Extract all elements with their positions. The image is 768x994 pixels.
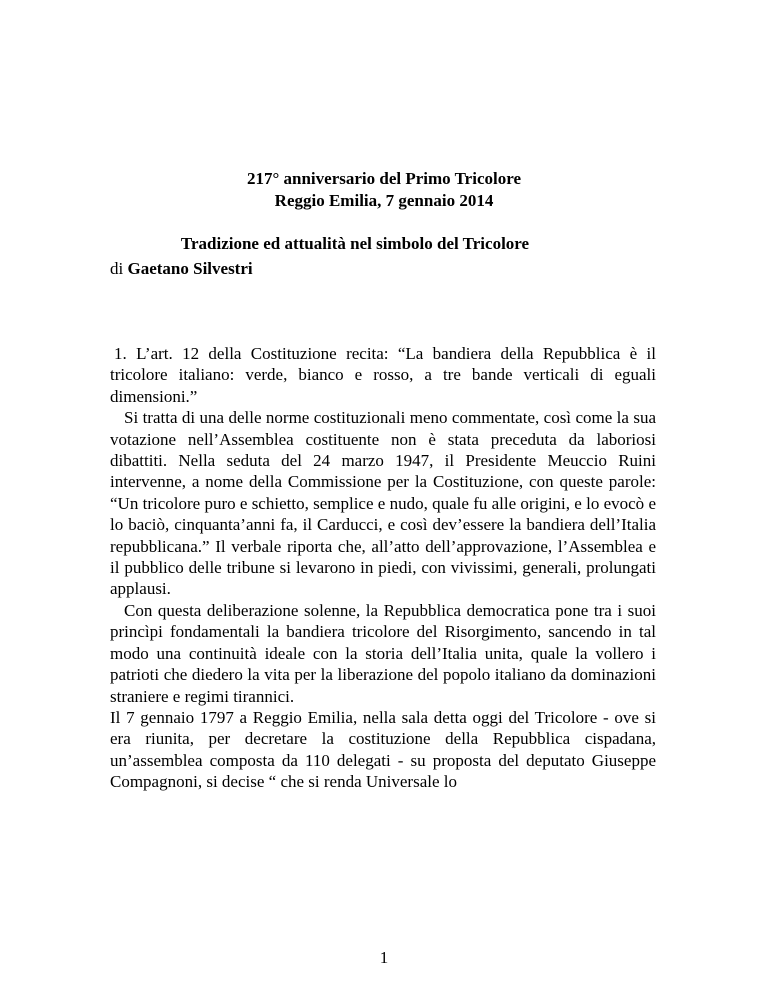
author-prefix: di xyxy=(110,259,124,278)
author-line xyxy=(110,258,253,280)
paragraph: Con questa deliberazione solenne, la Repubblica democratica pone tra i suoi princìpi fondamentali la bandiera tricolore del Risorgimento, sancendo in tal modo una continuità ideale con la storia dell’Italia unita, quale la vollero i patrioti che diedero la vita per la liberazione del popolo italiano da dominazioni straniere e regimi tirannici. xyxy=(110,600,656,706)
paragraph: Si tratta di una delle norme costituzionali meno commentate, così come la sua votazione nell’Assemblea costituente non è stata preceduta da laboriosi dibattiti. Nella seduta del 24 marzo 1947, il Presidente Meuccio Ruini intervenne, a nome della Commissione per la Costituzione, con queste parole: “Un tricolore puro e schietto, semplice e nudo, quale fu alle origini, e lo evocò e lo baciò, cinquanta’anni fa, il Carducci, e così dev’essere la bandiera dell’Italia repubblicana.” Il verbale riporta che, all’atto dell’approvazione, l’Assemblea e il pubblico delle tribune si levarono in piedi, con vivissimi, generali, prolungati applausi. xyxy=(110,408,656,599)
paragraph: 1. L’art. 12 della Costituzione recita: “La bandiera della Repubblica è il tricolore italiano: verde, bianco e rosso, a tre bande verticali di eguali dimensioni.” xyxy=(110,344,656,406)
body-text xyxy=(110,343,656,793)
document-title: Tradizione ed attualità nel simbolo del Tricolore xyxy=(180,234,530,253)
author-name: Gaetano Silvestri xyxy=(127,259,253,278)
paragraph: Il 7 gennaio 1797 a Reggio Emilia, nella sala detta oggi del Tricolore - ove si era riunita, per decretare la costituzione della Repubblica cispadana, un’assemblea composta da 110 delegati - su proposta del deputato Giuseppe Compagnoni, si decise “ che si renda Universale lo xyxy=(110,707,656,792)
page-number: 1 xyxy=(379,948,389,967)
anniversary-heading: 217° anniversario del Primo Tricolore xyxy=(246,169,522,188)
place-date-heading: Reggio Emilia, 7 gennaio 2014 xyxy=(274,191,494,210)
